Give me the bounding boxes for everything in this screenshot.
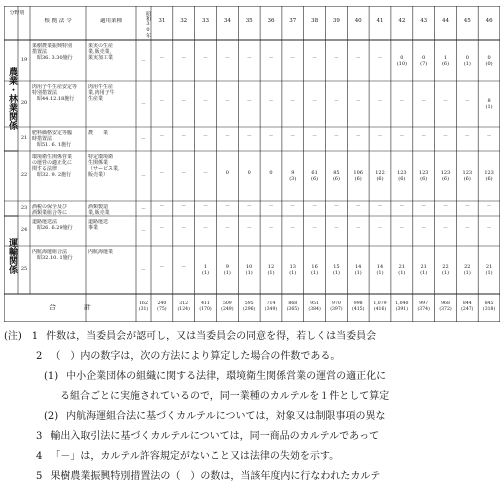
data-cell: －: [312, 202, 318, 209]
data-cell: －: [140, 267, 146, 273]
data-cell: －: [159, 225, 165, 231]
note-text: る組合ごとに実施されているので，同一業種のカルテルを１件として算定: [60, 391, 390, 402]
data-cell: 15 (1): [332, 264, 340, 276]
data-cell: －: [333, 133, 339, 139]
data-cell: －: [268, 54, 274, 61]
data-cell: 22 (1): [441, 264, 450, 276]
row-industry: 酒類製造 業,販売業: [88, 204, 110, 216]
data-cell: －: [377, 225, 383, 231]
data-cell: －: [246, 54, 252, 61]
note-text: 「－」は，カルテル許容規定がないこと又は法律の失効を示す。: [50, 451, 340, 462]
total-cell: 868 (365): [286, 301, 299, 312]
data-cell: －: [159, 133, 165, 139]
data-cell: －: [140, 173, 146, 179]
data-cell: －: [181, 264, 187, 270]
note-number: (注) 1: [4, 331, 39, 342]
data-cell: －: [202, 133, 208, 139]
row-number: 23: [20, 204, 28, 211]
header-industry: 適用業種: [99, 18, 122, 24]
header-year: 36: [267, 18, 275, 24]
total-cell: 162 (31): [138, 301, 149, 312]
note-number: 4: [36, 451, 43, 462]
data-cell: －: [442, 98, 448, 104]
data-cell: －: [486, 202, 492, 209]
data-cell: －: [333, 98, 339, 104]
data-cell: －: [181, 133, 187, 139]
data-cell: －: [442, 225, 448, 231]
total-label: 合 計: [49, 304, 91, 311]
total-cell: 714 (349): [264, 301, 278, 312]
data-cell: 0: [269, 170, 273, 176]
data-cell: －: [140, 136, 146, 142]
header-year: 44: [441, 18, 449, 24]
row-law: 肉用子牛生産安定等 特別措置法 昭44.12.18施行: [32, 84, 78, 102]
data-cell: －: [377, 98, 383, 104]
data-cell: 0: [225, 170, 229, 176]
data-cell: －: [421, 202, 427, 209]
data-cell: 123 (6): [440, 170, 451, 182]
note-number: 2: [36, 351, 43, 362]
data-cell: －: [202, 202, 208, 209]
data-cell: 14 (1): [376, 264, 384, 276]
data-cell: －: [246, 98, 252, 104]
note-number: 3: [36, 431, 43, 442]
total-cell: 509 (249): [221, 301, 234, 312]
note-line: [44, 410, 385, 423]
total-cell: 951 (384): [308, 301, 321, 312]
data-cell: －: [399, 98, 405, 104]
data-cell: 1 (6): [441, 54, 450, 67]
note-number: (2): [44, 411, 59, 422]
row-industry: 道路運送 事業: [88, 219, 109, 231]
data-cell: 0 (10): [396, 54, 407, 67]
row-industry: 果実の生産 業,販売業, 果実加工業: [88, 43, 114, 61]
data-cell: －: [377, 133, 383, 139]
data-cell: －: [377, 202, 383, 209]
data-cell: 9 (3): [289, 170, 297, 182]
header-year: 34: [223, 18, 231, 24]
data-cell: －: [464, 133, 470, 139]
row-number: 25: [20, 266, 28, 272]
note-text: 中小企業団体の組織に関する法律，環境衛生関係営業の運営の適正化に: [66, 371, 387, 382]
data-cell: －: [399, 202, 405, 209]
data-cell: －: [202, 54, 208, 61]
total-cell: 595 (296): [243, 301, 256, 312]
data-cell: －: [355, 225, 361, 231]
data-cell: －: [268, 98, 274, 104]
note-text: 件数は，当委員会が認可し，又は当委員会の同意を得，若しくは当委員会: [46, 331, 377, 342]
row-law: 肥料価格安定等臨 時措置法 昭51. 6. 1施行: [32, 130, 73, 148]
data-cell: －: [224, 225, 230, 231]
data-cell: －: [355, 202, 361, 209]
data-cell: 12 (1): [267, 264, 275, 276]
data-cell: 8 (1): [485, 98, 493, 110]
total-cell: 844 (247): [461, 301, 474, 312]
data-cell: －: [202, 98, 208, 104]
row-industry: 内航海運業: [88, 249, 114, 255]
header-sector: 分野別: [9, 10, 25, 16]
data-cell: －: [421, 98, 427, 104]
data-cell: －: [224, 98, 230, 104]
row-industry: 肉用牛生産 業,肉用子牛 生産業: [88, 84, 115, 102]
data-cell: －: [486, 225, 492, 231]
data-cell: －: [246, 225, 252, 231]
data-cell: －: [290, 202, 296, 209]
data-cell: －: [442, 133, 448, 139]
header-year: 46: [485, 18, 493, 24]
data-cell: －: [333, 202, 339, 209]
data-cell: －: [140, 57, 146, 64]
note-number: (1): [44, 371, 59, 382]
data-cell: －: [290, 133, 296, 139]
data-cell: －: [159, 54, 165, 61]
row-number: 20: [20, 100, 28, 106]
data-cell: －: [333, 225, 339, 231]
note-line: [36, 450, 339, 463]
data-cell: －: [312, 98, 318, 104]
note-line: [36, 470, 380, 483]
data-cell: －: [355, 133, 361, 139]
data-cell: －: [159, 264, 165, 270]
header-year: 32: [180, 18, 188, 24]
note-line: [4, 330, 376, 343]
data-cell: －: [464, 202, 470, 209]
data-cell: －: [181, 225, 187, 231]
total-cell: 998 (415): [352, 301, 365, 312]
note-line: [36, 430, 379, 443]
data-cell: －: [268, 133, 274, 139]
total-cell: 845 (318): [482, 301, 496, 312]
note-text: （ ）内の数字は，次の方法により算定した場合の件数である。: [50, 351, 341, 362]
data-cell: 106 (6): [353, 170, 363, 182]
data-cell: 16 (1): [311, 264, 319, 276]
data-cell: －: [290, 98, 296, 104]
data-cell: －: [399, 225, 405, 231]
data-cell: －: [140, 228, 146, 234]
data-cell: －: [268, 202, 274, 209]
data-cell: －: [464, 225, 470, 231]
data-cell: 123 (6): [462, 170, 473, 182]
data-cell: －: [159, 202, 165, 209]
data-cell: －: [312, 225, 318, 231]
header-year: 45: [463, 18, 471, 24]
total-cell: 997 (374): [417, 301, 430, 312]
data-cell: 0 (7): [420, 54, 428, 67]
row-number: 21: [20, 135, 28, 141]
data-cell: －: [202, 225, 208, 231]
data-cell: －: [421, 225, 427, 231]
total-cell: 970 (397): [330, 301, 343, 312]
data-cell: －: [421, 133, 427, 139]
data-cell: 21 (1): [420, 264, 428, 276]
data-cell: 61 (6): [311, 170, 319, 182]
data-cell: －: [159, 98, 165, 104]
total-cell: 1,079 (416): [373, 301, 387, 312]
row-law: 果樹農業振興特別 措置法 昭36. 3.30施行: [32, 43, 73, 61]
row-law: 酒税の保全及び 酒類業組合等に: [32, 204, 68, 216]
data-cell: －: [224, 133, 230, 139]
header-year-30: 昭和30年: [145, 10, 151, 38]
data-cell: －: [246, 133, 252, 139]
header-year: 37: [289, 18, 297, 24]
data-cell: －: [181, 54, 187, 61]
row-law: 環境衛生関係営業 の運営の適正化に 関する法律 昭32. 9. 2施行: [32, 154, 73, 178]
note-number: 5: [36, 471, 43, 482]
data-cell: －: [224, 202, 230, 209]
note-line: [36, 350, 340, 363]
note-text: 輸出入取引法に基づくカルテルについては，同一商品のカルテルであって: [50, 431, 380, 442]
total-cell: 312 (124): [177, 301, 190, 312]
data-cell: －: [355, 98, 361, 104]
header-year: 33: [201, 18, 209, 24]
header-law: 根 拠 法 令: [44, 18, 72, 24]
total-cell: 411 (170): [199, 301, 212, 312]
note-text: 果樹農業振興特別措置法の（ ）の数は，当該年度内に行なわれたカルテ: [50, 471, 381, 482]
data-cell: －: [464, 98, 470, 104]
data-cell: －: [442, 202, 448, 209]
header-year: 42: [398, 18, 406, 24]
header-year: 35: [245, 18, 253, 24]
data-cell: －: [290, 225, 296, 231]
data-cell: －: [290, 54, 296, 61]
data-cell: －: [312, 133, 318, 139]
header-year: 39: [332, 18, 340, 24]
data-cell: 0 (1): [463, 54, 471, 67]
row-number: 19: [20, 56, 28, 63]
data-cell: 21 (1): [485, 264, 493, 276]
data-cell: －: [355, 54, 361, 61]
notes-section: [0, 328, 504, 498]
data-cell: －: [486, 133, 492, 139]
total-cell: 1,040 (391): [395, 301, 409, 312]
data-cell: 0: [247, 170, 251, 176]
data-cell: －: [312, 54, 318, 61]
data-cell: －: [377, 54, 383, 61]
note-line: [44, 370, 386, 383]
note-text: 内航海運組合法に基づくカルテルについては，対象又は制限事項の異な: [66, 411, 386, 422]
row-law: 道路運送法 昭26. 6.29施行: [32, 219, 73, 231]
row-law: 内航海運組合法 昭32.10. 1施行: [32, 249, 73, 261]
row-number: 22: [20, 172, 28, 178]
header-year: 41: [376, 18, 384, 24]
data-cell: －: [399, 133, 405, 139]
total-cell: 240 (75): [157, 301, 167, 312]
sector-label: 農業・林業関係: [7, 67, 17, 130]
data-cell: 0 (0): [485, 54, 493, 67]
data-cell: －: [333, 54, 339, 61]
sector-label: 運輸関係: [7, 238, 17, 274]
data-cell: 21 (1): [398, 264, 406, 276]
header-year: 40: [354, 18, 362, 24]
data-cell: 22 (1): [463, 264, 471, 276]
data-cell: 123 (6): [397, 170, 407, 182]
data-cell: 9 (1): [223, 264, 231, 276]
row-industry: 農 業: [88, 130, 109, 136]
header-year: 31: [158, 18, 166, 24]
data-cell: －: [140, 205, 146, 212]
total-cell: 968 (372): [439, 301, 452, 312]
data-cell: －: [181, 202, 187, 209]
data-cell: 85 (6): [332, 170, 340, 182]
data-cell: －: [159, 170, 165, 176]
data-cell: 1 (1): [201, 264, 210, 276]
row-number: 24: [20, 227, 28, 233]
header-year: 43: [420, 18, 428, 24]
note-line: [52, 390, 389, 403]
data-cell: 122 (6): [375, 170, 385, 182]
data-cell: 123 (6): [418, 170, 429, 182]
data-cell: 13 (1): [289, 264, 297, 276]
data-cell: 14 (1): [354, 264, 362, 276]
data-cell: 10 (1): [245, 264, 253, 276]
data-cell: －: [224, 54, 230, 61]
data-cell: －: [181, 170, 187, 176]
data-cell: －: [268, 225, 274, 231]
data-cell: －: [246, 202, 252, 209]
data-cell: －: [140, 101, 146, 107]
row-industry: 特定環境衛 生関係業 （サービス業, 販売業）: [88, 154, 120, 178]
header-year: 38: [311, 18, 319, 24]
data-cell: －: [202, 170, 208, 176]
data-cell: －: [181, 98, 187, 104]
data-cell: 123 (6): [484, 170, 494, 182]
